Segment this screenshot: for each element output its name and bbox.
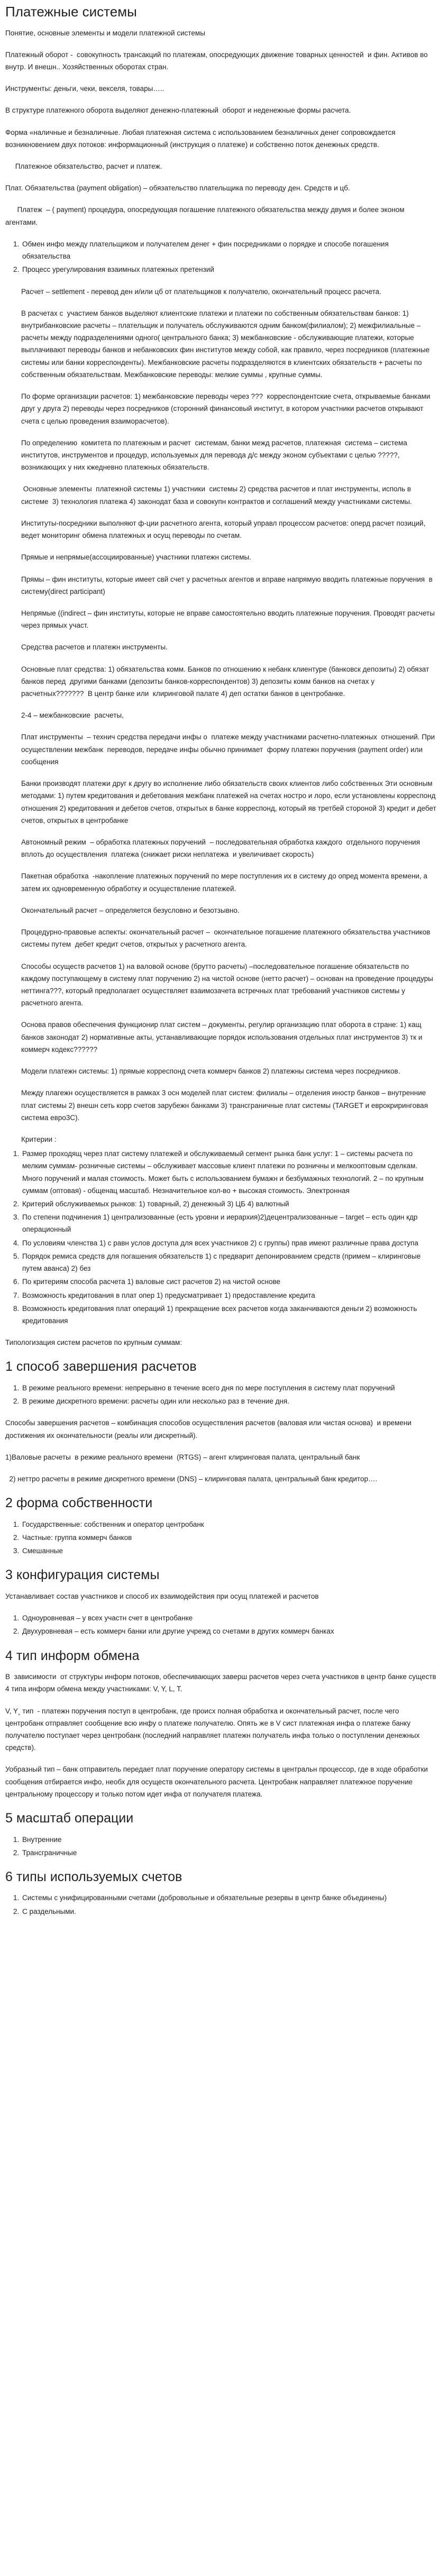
paragraph: Между плагежн осуществляется в рамках 3 осн моделей плат систем: филиалы – отделения иностр банков – внутренние плат системы 2) внешн сеть корр счетов зарубежн банками 3) трансграничные плат системы (TARGET и еврокриринговая система евро3С). xyxy=(21,1089,430,1122)
numbered-list xyxy=(5,1518,437,1557)
list-item: 1. Одноуровневая – у всех участн счет в центробанке xyxy=(21,1612,437,1624)
paragraph: Основные плат средства: 1) обязательства комм. Банков по отношению к небанк клиентуре (банковск депозиты) 2) обязат банков перед другими банками (депозиты банков-корреспондентов) 3) депозиты комм банков на счетах у расчетных??????? В центр банке или клиринговой палате 4) деп остатки банков в центробанке. xyxy=(21,665,431,698)
paragraph: В расчетах с участием банков выделяют клиентские платежи и платежи по собственным обязательствам банков: 1) внутрибанковские расчеты – плательщик и получатель обслуживаются одним банком(филиалом); 2) межфилиальные – расчеты между подразделениями одного( центрального банка; 3) межбанковские - обслуживающие платежи, которые выплачивают переводы банков и небанковских фин институтов между собой, как правило, через посредников (платежные системы или банки корреспонденты). Межбанковские расчеты подразделяются в клиентских обязательств + расчеты по собственным обязательствам. Межбанковские переводы: мелкие суммы , крупные суммы. xyxy=(21,309,432,379)
list-item: 3. Смешанные xyxy=(21,1545,437,1557)
list-item: 1. Государственные: собственник и оператор центробанк xyxy=(21,1518,437,1530)
list-item: 1. Внутренние xyxy=(21,1834,437,1846)
paragraph: Окончательный расчет – определяется безусловно и безотзывно. xyxy=(21,906,240,914)
paragraph: Расчет – settlement - перевод ден и/или цб от плательщиков к получателю, окончательный процесс расчета. xyxy=(21,287,381,296)
list-item: 1. Размер проходящ через плат систему платежей и обслуживаемый сегмент рынка банк услуг: 1 – системы расчета по мелким суммам- розничные системы – обслуживает массовые клиент платежи по розничны и мелкооптовым сделкам. Много поручений и малая стоимость. Может быть с использованием бумажн и безбумажных технологий. 2 – по крупным суммам (оптовая) - общенац масштаб. Незначительное кол-во + высокая стоимость. Электронная xyxy=(21,1148,437,1197)
paragraph: В зависимости от структуры информ потоков, обеспечивающих заверш расчетов через счета участников в центр банке существ 4 типа информ обмена между участниками: V, Y, L, T. xyxy=(5,1673,438,1693)
list-item: 2. В режиме дискретного времени: расчеты один или несколько раз в течение дня. xyxy=(21,1395,437,1407)
list-item: 2. Двухуровневая – есть коммерч банки или другие учрежд со счетами в других коммерч банках xyxy=(21,1625,437,1637)
list-item: 6. По критериям способа расчета 1) валовые сист расчетов 2) на чистой основе xyxy=(21,1276,437,1288)
list-item: 2. С раздельными. xyxy=(21,1905,437,1918)
paragraph: Прямые и непрямые(ассоциированные) участники платежн системы. xyxy=(21,553,251,562)
paragraph: Платежный оборот - совокупность трансакций по платежам, опосредующих движение товарных ценностей и фин. Активов во внутр. И внешн.. Хозяйственных оборотах стран. xyxy=(5,50,430,71)
list-item: 1. Обмен инфо между плательщиком и получателем денег + фин посредниками о порядке и способе погашения обязательства xyxy=(21,238,437,262)
paragraph: Критерии : xyxy=(21,1135,57,1143)
paragraph: Основа правов обеспечения функционир плат систем – документы, регулир организацию плат оборота в стране: 1) кащ банков законодат 2) нормативные акты, устанавливающие порядок использования отдельных плат инструментов 3) тк и коммерч кодекс?????? xyxy=(21,1021,425,1053)
paragraph: Прямы – фин институты, которые имеет свй счет у расчетных агентов и вправе напрямую вводить платежные поручения в систему(direct participant) xyxy=(21,575,435,595)
paragraph: Плат. Обязательства (payment obligation) – обязательство плательщика по переводу ден. Средств и цб. xyxy=(5,184,350,192)
numbered-list xyxy=(5,1834,437,1859)
list-item: 2. Процесс урегулирования взаимных платежных претензий xyxy=(21,263,437,276)
paragraph: Непрямые ((indirect – фин институты, которые не вправе самостоятельно вводить платежные поручения. Проводят расчеты через прямых участ. xyxy=(21,609,437,630)
paragraph: Институты-посредники выполняют ф-ции расчетного агента, который управл процессом расчетов: оперд расчет позиций, ведет мониторинг обмена платежных и осущ переводы по счетам. xyxy=(21,519,428,540)
paragraph: Средства расчетов и платежн инструменты. xyxy=(21,643,168,652)
paragraph: В структуре платежного оборота выделяют денежно-платежный оборот и неденежные формы расчета. xyxy=(5,106,351,115)
paragraph: Способы завершения расчетов – комбинация способов осуществления расчетов (валовая или чистая основа) и времени достижения их окончательности (реалы или дискретный). xyxy=(5,1419,414,1440)
settlement-section xyxy=(5,286,437,1146)
list-item: 2. Критерий обслуживаемых рынков: 1) товарный, 2) денежный 3) ЦБ 4) валютный xyxy=(21,1198,437,1210)
paragraph: По определению комитета по платежным и расчет системам, банки межд расчетов, платежная система – система институтов, инструментов и процедур, используемых для перевода д/с между эконом субъектами с целью ?????, возникающих у них кжедневно платежных обязательств. xyxy=(21,438,409,472)
list-item: 2. Трансграничные xyxy=(21,1847,437,1859)
paragraph: Основные элементы платежной системы 1) участники системы 2) средства расчетов и плат инструменты, исполь в системе 3) технология платежа 4) законодат база и совокупн контрактов и соглашений между участниками системы. xyxy=(21,485,415,506)
section-heading: 5 масштаб операции xyxy=(5,1811,134,1826)
list-item: 2. Частные: группа коммерч банков xyxy=(21,1532,437,1544)
paragraph: Пакетная обработка -накопление платежных поручений по мере поступления их в систему до опред момента времени, а затем их одновременную обработку и осуществление платежей. xyxy=(21,872,429,893)
paragraph: Автономный режим – обработка платежных поручений – последовательная обработка каждого отдельного поручения вплоть до осуществления платежа (снижает риски неплатежа и увеличивает скорость) xyxy=(21,838,422,859)
paragraph: По форме организации расчетов: 1) межбанковские переводы через ??? корреспондентские счета, открываемые банками друг у друга 2) переводы через посредников (сторонний финансовый институт, в котором участники расчетов открывают счета с целью проведения взаиморасчетов). xyxy=(21,392,433,425)
page-title: Платежные системы xyxy=(5,4,137,20)
section-heading: 3 конфигурация системы xyxy=(5,1567,160,1583)
intro-section xyxy=(5,27,437,228)
paragraph: Устанавливает состав участников и способ их взаимодействия при осущ платежей и расчетов xyxy=(5,1592,319,1600)
list-item: 7. Возможность кредитования в плат опер 1) предусматривает 1) предоставление кредита xyxy=(21,1289,437,1301)
section-heading: 2 форма собственности xyxy=(5,1496,153,1511)
paragraph: Модели платежн системы: 1) прямые корреспонд счета коммерч банков 2) платежны система через посредников. xyxy=(21,1067,400,1076)
paragraph: Форма «наличные и безналичные. Любая платежная система с использованием безналичных денег сопровождается возникновением двух потоков: информационный (инструкция о платеже) и собственно поток денежных средств. xyxy=(5,128,398,149)
numbered-list xyxy=(5,1612,437,1637)
paragraph: 1)Валовые расчеты в режиме реального времени (RTGS) – агент клиринговая палата, центральный банк xyxy=(5,1453,360,1461)
list-item: 8. Возможность кредитования плат операций 1) прекращение всех расчетов когда заканчиваются деньги 2) возможность кредитования xyxy=(21,1303,437,1327)
paragraph: Платежное обязательство, расчет и платеж. xyxy=(5,162,162,171)
criteria-list xyxy=(5,1148,437,1327)
paragraph: V, Y¸ тип - платежн поручения поступ в центробанк, где происх полная обработка и окончательный расчет, после чего центробанк отправляет сообщение всю инфу о платеже получателю. Опять же в V сист платежная инфа о платеже банку получателю поступает через центробанк (последний направляет платежн получатель инфа только о поступлении денежных средств). xyxy=(5,1707,422,1752)
list-item: 1. В режиме реального времени: непрерывно в течение всего дня по мере поступления в систему плат поручений xyxy=(21,1382,437,1394)
paragraph: Банки производят платежи друг к другу во исполнение либо обязательств своих клиентов либо собственных Эти основным методами: 1) путем кредитования и дебетования межбанк платежей на счетах ностро и лоро, если установлены корреспонд отношения 2) кредитования и дебетов счетов, открытых в банке корреспонд, который яв третбей стороной 3) кредит и дебет счетов, открытых в центробанке xyxy=(21,780,438,824)
paragraph: Уобразный тип – банк отправитель передает плат поручение оператору системы в центральн процессор, где в ходе обработки сообщения отбирается инфо, необх для осуществ окончательного расчета. Центробанк направляет платежное поручение центральному процессору и только потом идет инфа от получателя платежа. xyxy=(5,1765,430,1798)
paragraph: Процедурно-правовые аспекты: окончательный расчет – окончательное погашение платежного обязательства участников системы путем дебет кредит счетов, открытых у расчетного агента. xyxy=(21,928,433,949)
paragraph: 2-4 – межбанковские расчеты, xyxy=(21,711,124,720)
paragraph: 2) неттро расчеты в режиме дискретного времени (DNS) – клиринговая палата, центральный банк кредитор…. xyxy=(5,1475,378,1483)
paragraph: Инструменты: деньги, чеки, векселя, товары….. xyxy=(5,85,164,93)
list-item: 1. Системы с унифицированными счетами (добровольные и обязательные резервы в центр банке объединены) xyxy=(21,1892,437,1904)
section-heading: 6 типы используемых счетов xyxy=(5,1869,182,1884)
numbered-list xyxy=(5,238,437,276)
paragraph: Понятие, основные элементы и модели платежной системы xyxy=(5,29,205,37)
list-item: 5. Порядок ремиса средств для погашения обязательств 1) с предварит депонированием средств (примем – клиринговые путем аванса) 2) без xyxy=(21,1250,437,1275)
section-heading: 4 тип информ обмена xyxy=(5,1648,140,1663)
list-item: 3. По степени подчинения 1) централизованные (есть уровни и иерархия)2)децентрализованные – target – есть один кдр операционный xyxy=(21,1211,437,1235)
numbered-list xyxy=(5,1382,437,1407)
numbered-list xyxy=(5,1892,437,1917)
paragraph: Плат инструменты – технич средства передачи инфы о платеже между участниками расчетно-платежных отношений. При осуществлении межбанк переводов, передаче инфы обычно принимает форму платежн поручения (payment order) или сообщения xyxy=(21,733,437,766)
typology-intro: Типологизация систем расчетов по крупным суммам: xyxy=(5,1339,182,1347)
paragraph: Платеж – ( payment) процедура, опосредующая погашение платежного обязательства между двумя и более эконом агентами. xyxy=(5,206,407,226)
section-heading: 1 способ завершения расчетов xyxy=(5,1359,197,1374)
paragraph: Способы осуществ расчетов 1) на валовой основе (брутто расчеты) –последовательное погашение обязательств по каждому поступающему в систему плат поручению 2) на чистой основе (нетто расчет) – основан на проведение процедуры неттинга???, который предполагает осуществляет взаимозачета встречных плат требований участников системы у расчетного агента. xyxy=(21,962,435,1007)
list-item: 4. По условиям членства 1) с равн услов доступа для всех участников 2) с группы) прав имеют различные права доступа xyxy=(21,1237,437,1249)
